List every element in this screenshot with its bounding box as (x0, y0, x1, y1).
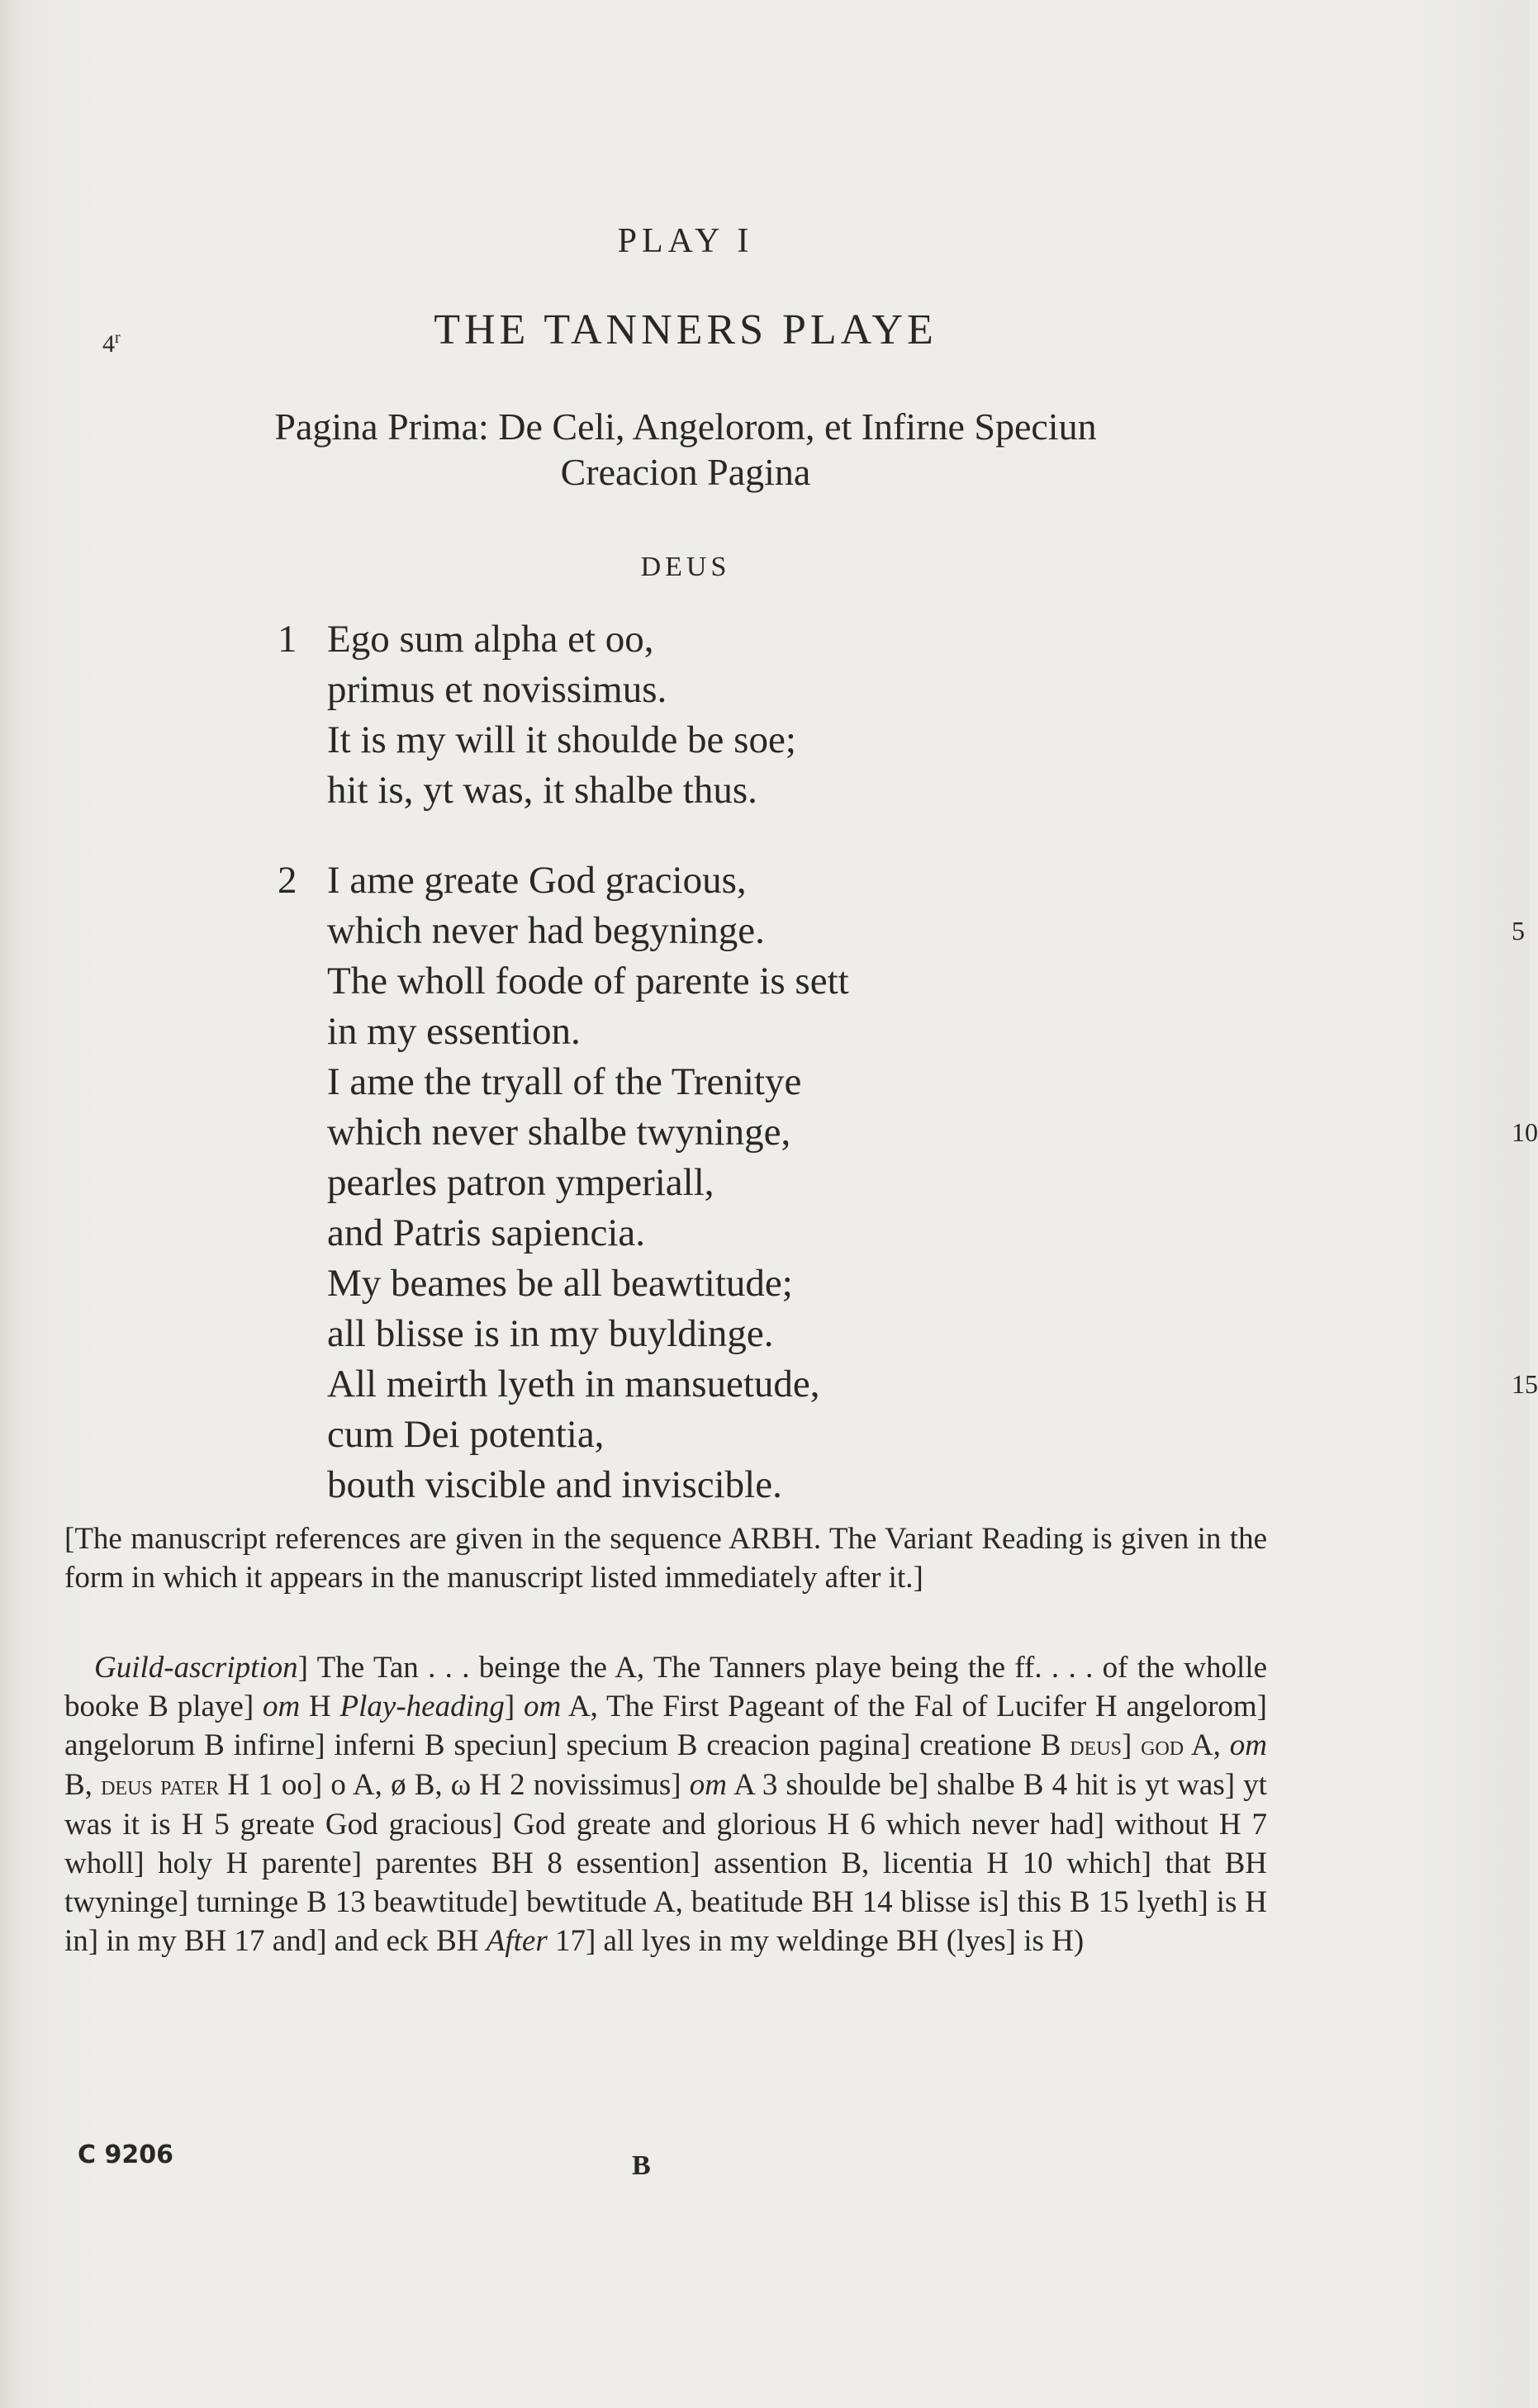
verse-line-text: bouth viscible and inviscible. (327, 1463, 782, 1506)
signature-mark: C 9206 (78, 2140, 173, 2169)
apparatus-italic-run: Play-heading (339, 1690, 505, 1723)
apparatus-italic-run: om (262, 1690, 301, 1723)
verse-line-text: all blisse is in my buyldinge. (327, 1312, 774, 1355)
apparatus-italic-run: After (486, 1924, 548, 1958)
verse-line-text: primus et novissimus. (327, 668, 667, 711)
apparatus-run: ] (504, 1690, 524, 1723)
play-title: THE TANNERS PLAYE (434, 306, 938, 353)
apparatus-text (64, 1648, 1267, 1960)
apparatus-italic-run: Guild-ascription (94, 1651, 298, 1685)
apparatus-smallcaps-run: deus pater (101, 1770, 220, 1801)
folio-recto-mark: r (115, 329, 121, 347)
verse-line-text: which never had begyninge. (327, 909, 765, 952)
apparatus-smallcaps-run: deus (1070, 1731, 1122, 1761)
folio-number: 4 (102, 330, 115, 358)
apparatus-run: H 1 oo] o A, ø B, ω H 2 novissimus] (219, 1768, 690, 1802)
line-number-5: 5 (1512, 916, 1525, 946)
gathering-mark: B (632, 2150, 651, 2181)
apparatus-italic-run: om (523, 1690, 562, 1723)
line-number-10: 10 (1512, 1117, 1538, 1147)
apparatus-run: ] The Tan . . . beinge the A, The Tanners playe being the ff. . . . of the wholle booke B playe] (64, 1651, 1267, 1723)
verse-line-text: cum Dei potentia, (327, 1413, 605, 1456)
verse-line-text: hit is, yt was, it shalbe thus. (327, 769, 757, 812)
verse-line-text: All meirth lyeth in mansuetude, (327, 1363, 820, 1405)
editorial-note (64, 1519, 1267, 1597)
verse-line-text: The wholl foode of parente is sett (327, 960, 849, 1003)
verse-line-text: in my essention. (327, 1010, 581, 1053)
play-number: PLAY I (617, 222, 754, 260)
verse-line-text: pearles patron ymperiall, (327, 1161, 714, 1204)
pageant-subtitle-line2: Creacion Pagina (560, 451, 811, 493)
textual-apparatus (64, 1648, 1267, 1960)
apparatus-italic-run: om (689, 1768, 727, 1802)
verse-line-text: My beames be all beawtitude; (327, 1262, 793, 1305)
apparatus-run: ] (1121, 1728, 1142, 1762)
editorial-note-text: [The manuscript references are given in the sequence ARBH. The Variant Reading is given in the form in which it appears in the manuscript listed immediately after it.] (64, 1522, 1267, 1595)
apparatus-run: B, (64, 1768, 102, 1802)
apparatus-smallcaps-run: god (1141, 1731, 1184, 1761)
pageant-subtitle-line1: Pagina Prima: De Celi, Angelorom, et Infirne Speciun (274, 405, 1097, 448)
verse-line-text: which never shalbe twyninge, (327, 1111, 791, 1154)
verse-line-text: Ego sum alpha et oo, (327, 618, 654, 661)
line-number-15: 15 (1512, 1369, 1538, 1399)
apparatus-run: 17] all lyes in my weldinge BH (lyes] is H) (547, 1924, 1085, 1958)
verse-line-text: I ame greate God gracious, (327, 859, 747, 902)
stanza-number: 1 (278, 618, 297, 661)
apparatus-run: A, The First Pageant of the Fal of Lucifer H angelorom] angelorum B infirne] inferni B speciun] specium B creacion pagina] creatione B (64, 1690, 1268, 1762)
apparatus-run: A 3 shoulde be] shalbe B 4 hit is yt was] yt was it is H 5 greate God gracious] God greate and glorious H 6 which never had] without H 7 wholl] holy H parente] parentes BH 8 essention] assention B, licentia H 10 which] that BH twyninge] turninge B 13 beawtitude] bewtitude A, beatitude BH 14 blisse is] this B 15 lyeth] is H in] in my BH 17 and] and eck BH (64, 1768, 1267, 1958)
stanza-number: 2 (278, 859, 297, 902)
verse-line-text: I ame the tryall of the Trenitye (327, 1060, 802, 1103)
apparatus-run: H (300, 1690, 340, 1723)
apparatus-italic-run: om (1229, 1728, 1268, 1762)
speaker-name: DEUS (640, 552, 731, 582)
apparatus-run: A, (1184, 1728, 1230, 1762)
verse-line-text: It is my will it shoulde be soe; (327, 718, 796, 761)
verse-line-text: and Patris sapiencia. (327, 1211, 646, 1254)
